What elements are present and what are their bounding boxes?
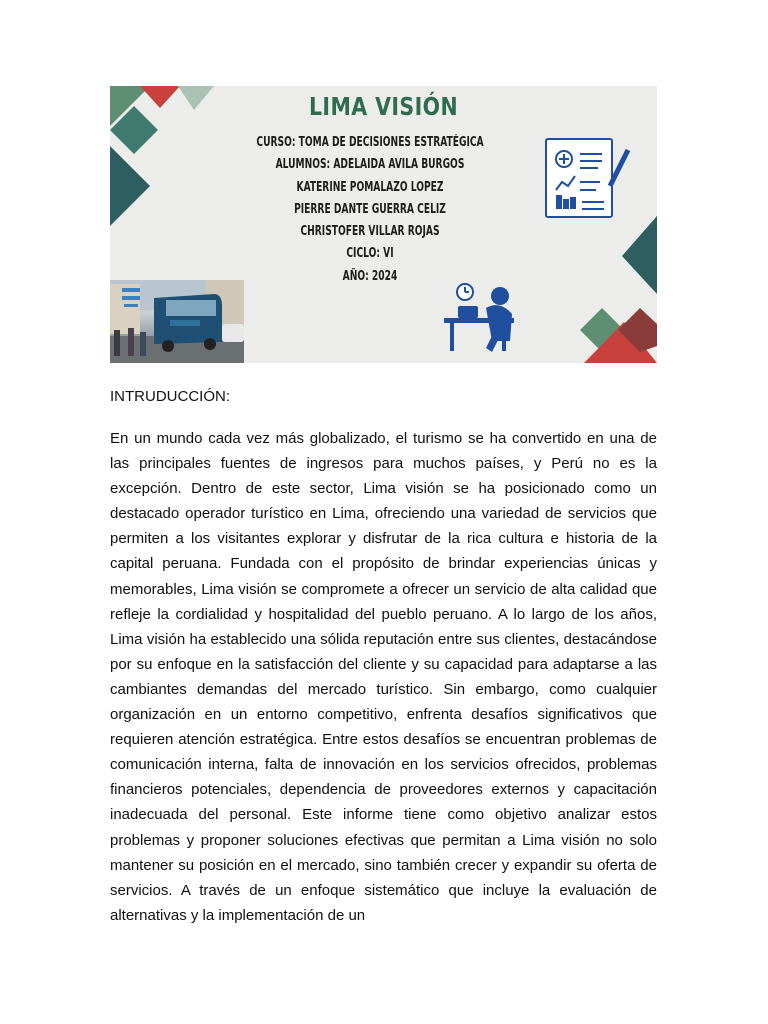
cover-banner: [110, 86, 657, 363]
student-name: PIERRE DANTE GUERRA CELIZ: [294, 201, 446, 217]
right-triangle-teal: [622, 216, 657, 294]
student-name: KATERINE POMALAZO LOPEZ: [296, 179, 444, 195]
cycle-line: CICLO: VI: [346, 246, 394, 262]
left-triangle-teal: [110, 146, 150, 226]
students-line: ALUMNOS: ADELAIDA AVILA BURGOS: [275, 157, 465, 173]
bus-illustration: [110, 280, 244, 363]
cover-title: LIMA VISIÓN: [308, 92, 459, 121]
course-line: CURSO: TOMA DE DECISIONES ESTRATÉGICA: [256, 135, 484, 150]
person-at-desk-icon: [444, 287, 514, 352]
introduction-paragraph: En un mundo cada vez más globalizado, el turismo se ha convertido en una de las principales fuentes de ingresos para muchos países, y Perú no es la excepción. Dentro de este sector, Lima visión se ha posicionado como un destacado operador turístico en Lima, ofreciendo una variedad de servicios que permiten a los visitantes explorar y disfrutar de la rica cultura e historia de la capital peruana. Fundada con el propósito de brindar experiencias únicas y memorables, Lima visión se compromete a ofrecer un servicio de alta calidad que refleje la cordialidad y hospitalidad del pueblo peruano. A lo largo de los años, Lima visión ha establecido una sólida reputación entre sus clientes, destacándose por su enfoque en la satisfacción del cliente y su capacidad para adaptarse a las cambiantes demandas del mercado turístico. Sin embargo, como cualquier organización en un entorno competitivo, enfrenta desafíos significativos que requieren atención estratégica. Entre estos desafíos se encuentran problemas de comunicación interna, falta de innovación en los servicios ofrecidos, problemas financieros potenciales, dependencia de proveedores externos y capacitación inadecuada del personal. Este informe tiene como objetivo analizar estos problemas y proponer soluciones efectivas que permitan a Lima visión no solo mantener su posición en el mercado, sino también crecer y expandir su oferta de servicios. A través de un enfoque sistemático que incluye la evaluación de alternativas y la implementación de un: [110, 430, 657, 924]
document-chart-icon: [546, 139, 628, 217]
tour-bus-photo: [110, 280, 244, 363]
year-line: AÑO: 2024: [342, 268, 398, 284]
section-heading: INTRUDUCCIÓN:: [110, 388, 230, 405]
student-name: CHRISTOFER VILLAR ROJAS: [300, 224, 440, 240]
cover-info: [220, 132, 520, 288]
